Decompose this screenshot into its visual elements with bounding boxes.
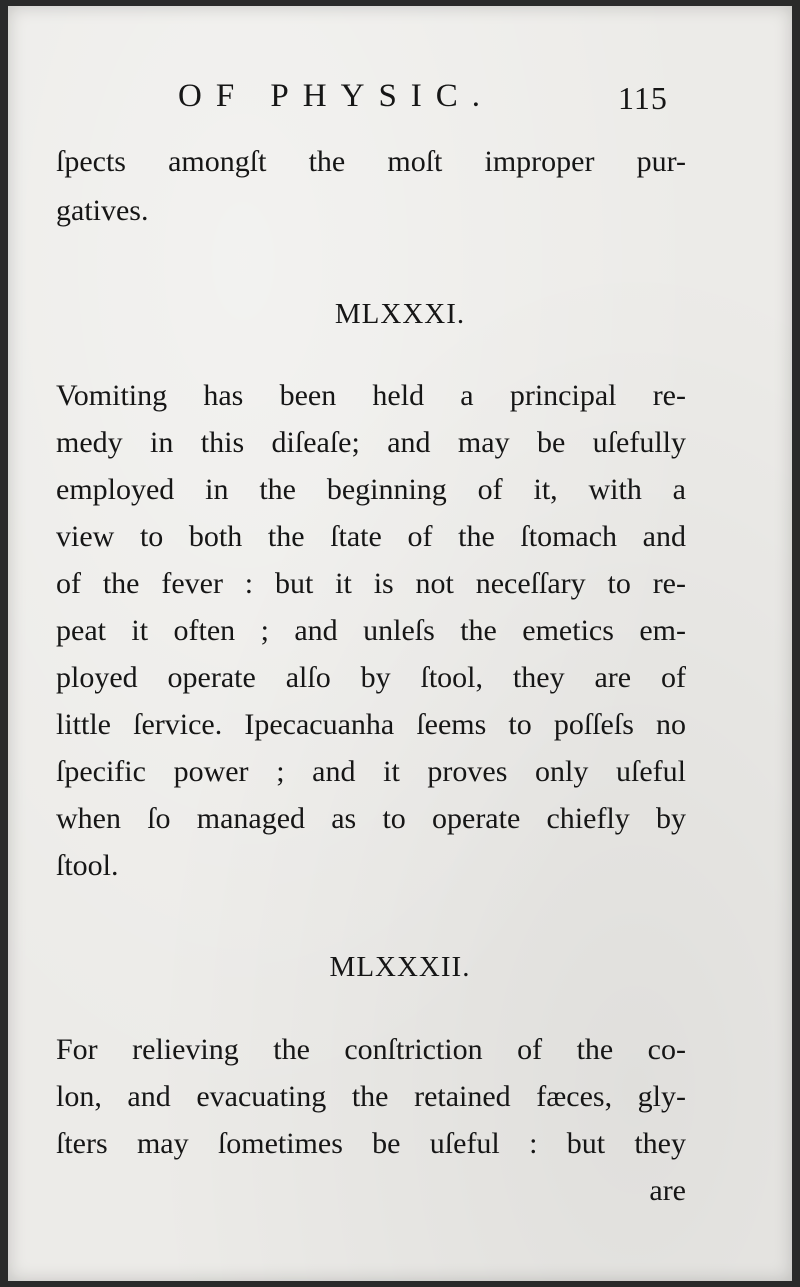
text-line: gatives. (56, 194, 149, 227)
catchword: are (649, 1174, 686, 1207)
text-line: employed in the beginning of it, with a (56, 473, 686, 506)
running-head-title: OF PHYSIC. (178, 78, 495, 114)
page-number: 115 (618, 80, 668, 116)
text-line: ſpecific power ; and it proves only uſeful (56, 755, 686, 788)
text-line: peat it often ; and unleſs the emetics em- (56, 614, 686, 647)
text-line: ployed operate alſo by ſtool, they are of (56, 661, 686, 694)
text-line: ſpects amongſt the moſt improper pur- (56, 145, 686, 178)
running-head (0, 72, 800, 122)
text-line: For relieving the conſtriction of the co- (56, 1033, 686, 1066)
text-line: view to both the ſtate of the ſtomach and (56, 520, 686, 553)
text-line: ſters may ſometimes be uſeful : but they (56, 1127, 686, 1160)
text-line: little ſervice. Ipecacuanha ſeems to poſſeſs no (56, 708, 686, 741)
text-line: ſtool. (56, 849, 119, 882)
text-line: medy in this diſeaſe; and may be uſefully (56, 426, 686, 459)
text-line: Vomiting has been held a principal re- (56, 379, 686, 412)
text-line: lon, and evacuating the retained fæces, gly- (56, 1080, 686, 1113)
text-line: of the fever : but it is not neceſſary to re- (56, 567, 686, 600)
section-number: MLXXXI. (334, 298, 466, 330)
text-line: when ſo managed as to operate chiefly by (56, 802, 686, 835)
section-number: MLXXXII. (329, 951, 471, 983)
